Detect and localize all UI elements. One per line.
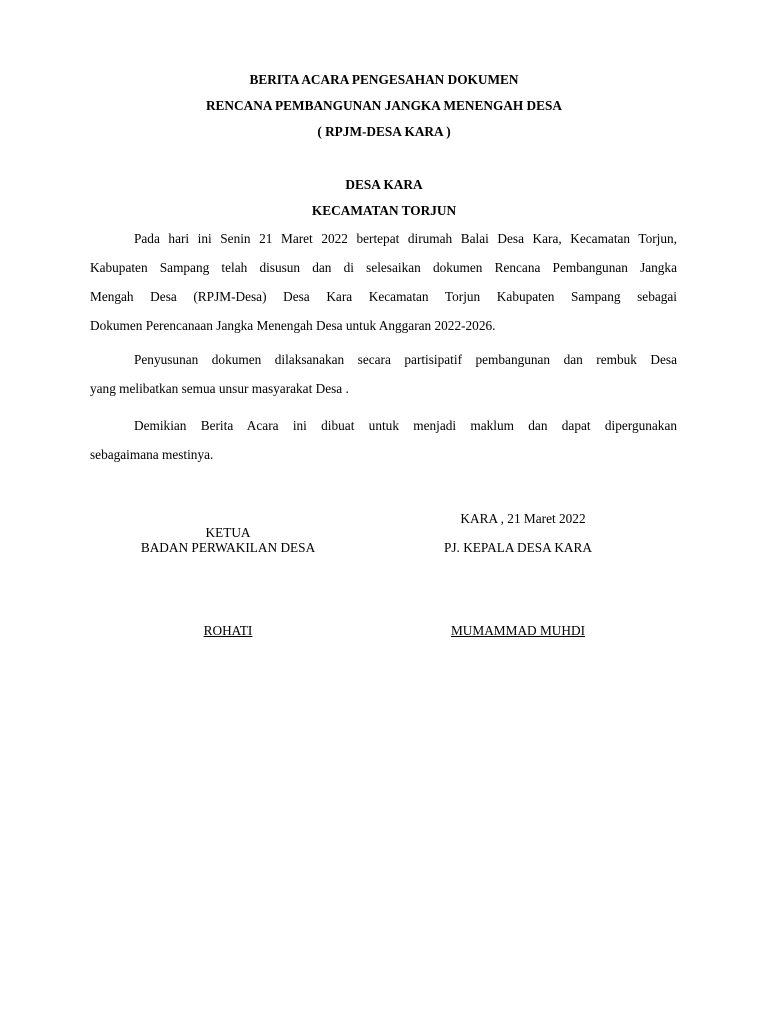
right-signatory-name: MUMAMMAD MUHDI [450,623,586,638]
paragraph-2 [90,345,677,403]
paragraph-line: Penyusunan dokumen dilaksanakan secara partisipatif pembangunan dan rembuk Desa [134,352,677,367]
document-title-line-1: BERITA ACARA PENGESAHAN DOKUMEN [249,72,519,87]
paragraph-line: Demikian Berita Acara ini dibuat untuk menjadi maklum dan dapat dipergunakan [134,418,677,433]
document-title-line-3: ( RPJM-DESA KARA ) [317,124,451,139]
right-signatory-role: PJ. KEPALA DESA KARA [443,540,593,555]
paragraph-line: yang melibatkan semua unsur masyarakat Desa . [90,381,349,396]
paragraph-line: Dokumen Perencanaan Jangka Menengah Desa untuk Anggaran 2022-2026. [90,318,496,333]
village-name: DESA KARA [345,177,423,192]
paragraph-1 [90,224,677,340]
document-title-line-2: RENCANA PEMBANGUNAN JANGKA MENENGAH DESA [205,98,563,113]
paragraph-line: Mengah Desa (RPJM-Desa) Desa Kara Kecamatan Torjun Kabupaten Sampang sebagai [90,289,677,304]
paragraph-line: sebagaimana mestinya. [90,447,214,462]
left-signatory-role-2: BADAN PERWAKILAN DESA [140,540,316,555]
left-signatory-role-1: KETUA [205,525,251,540]
place-date: KARA , 21 Maret 2022 [460,511,586,526]
district-name: KECAMATAN TORJUN [311,203,457,218]
paragraph-line: Pada hari ini Senin 21 Maret 2022 bertepat dirumah Balai Desa Kara, Kecamatan Torjun, [134,231,677,246]
paragraph-3 [90,411,677,469]
left-signatory-name: ROHATI [203,623,253,638]
paragraph-line: Kabupaten Sampang telah disusun dan di selesaikan dokumen Rencana Pembangunan Jangka [90,260,677,275]
